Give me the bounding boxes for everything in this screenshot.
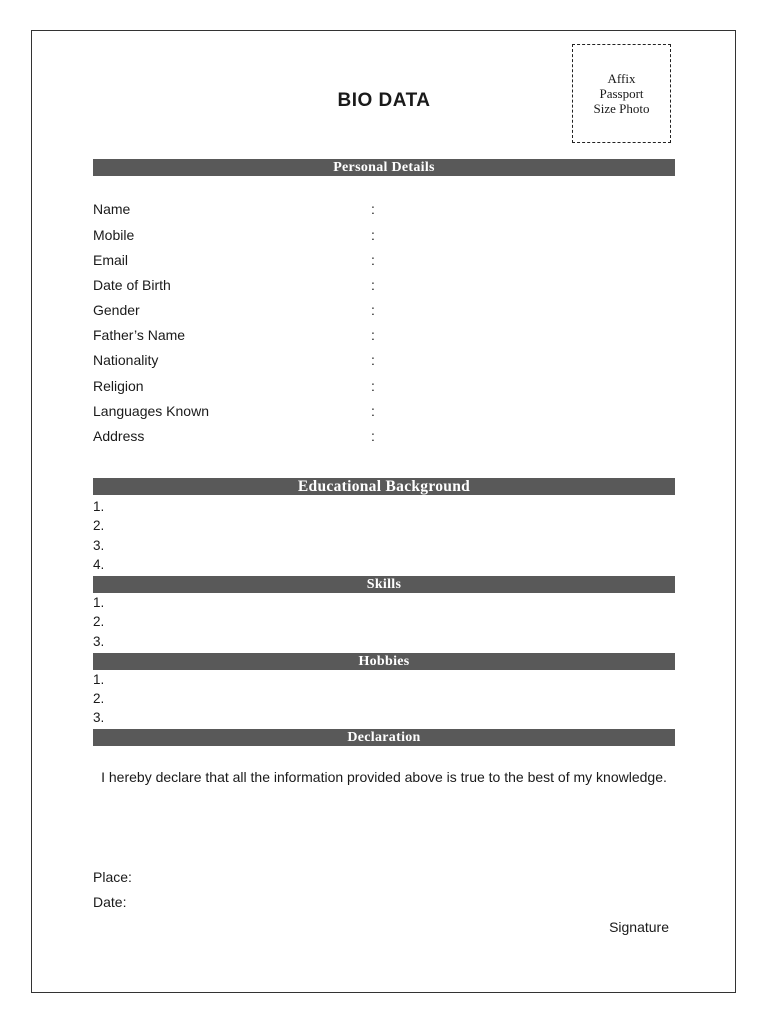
field-separator: : [371,378,375,394]
list-item: 3. [93,538,105,553]
list-item: 3. [93,710,105,725]
date-label: Date: [93,894,127,910]
section-header-declaration: Declaration [93,729,675,746]
field-label: Father’s Name [93,327,186,343]
field-separator: : [371,327,375,343]
field-label: Religion [93,378,144,394]
field-label: Address [93,428,145,444]
field-label: Mobile [93,227,135,243]
photo-box-line: Size Photo [593,101,650,116]
field-row-name [93,199,675,219]
page-title: BIO DATA [337,90,431,111]
passport-photo-box [572,44,671,143]
field-separator: : [371,201,375,217]
field-label: Email [93,252,129,268]
list-item: 1. [93,499,105,514]
signature-label: Signature [609,919,669,935]
field-row-address [93,426,675,446]
field-row-email [93,250,675,270]
list-item: 2. [93,518,105,533]
field-separator: : [371,428,375,444]
list-item: 2. [93,614,105,629]
section-header-educational-background: Educational Background [93,478,675,495]
place-label: Place: [93,869,132,885]
field-separator: : [371,252,375,268]
field-separator: : [371,352,375,368]
declaration-text: I hereby declare that all the information provided above is true to the best of my knowledge. [101,769,667,785]
section-header-skills: Skills [93,576,675,593]
section-header-hobbies: Hobbies [93,653,675,670]
field-row-date-of-birth [93,275,675,295]
list-item: 2. [93,691,105,706]
field-separator: : [371,302,375,318]
field-row-gender [93,300,675,320]
field-row-fathers-name [93,325,675,345]
field-label: Date of Birth [93,277,171,293]
field-row-religion [93,376,675,396]
field-label: Languages Known [93,403,209,419]
field-separator: : [371,277,375,293]
field-row-languages-known [93,401,675,421]
field-label: Nationality [93,352,159,368]
field-label: Gender [93,302,140,318]
field-row-nationality [93,350,675,370]
list-item: 4. [93,557,105,572]
list-item: 1. [93,672,105,687]
list-item: 1. [93,595,105,610]
section-header-personal-details: Personal Details [93,159,675,176]
photo-box-line: Affix [607,71,636,86]
field-label: Name [93,201,131,217]
photo-box-line: Passport [599,86,644,101]
field-separator: : [371,403,375,419]
field-row-mobile [93,225,675,245]
field-separator: : [371,227,375,243]
list-item: 3. [93,634,105,649]
